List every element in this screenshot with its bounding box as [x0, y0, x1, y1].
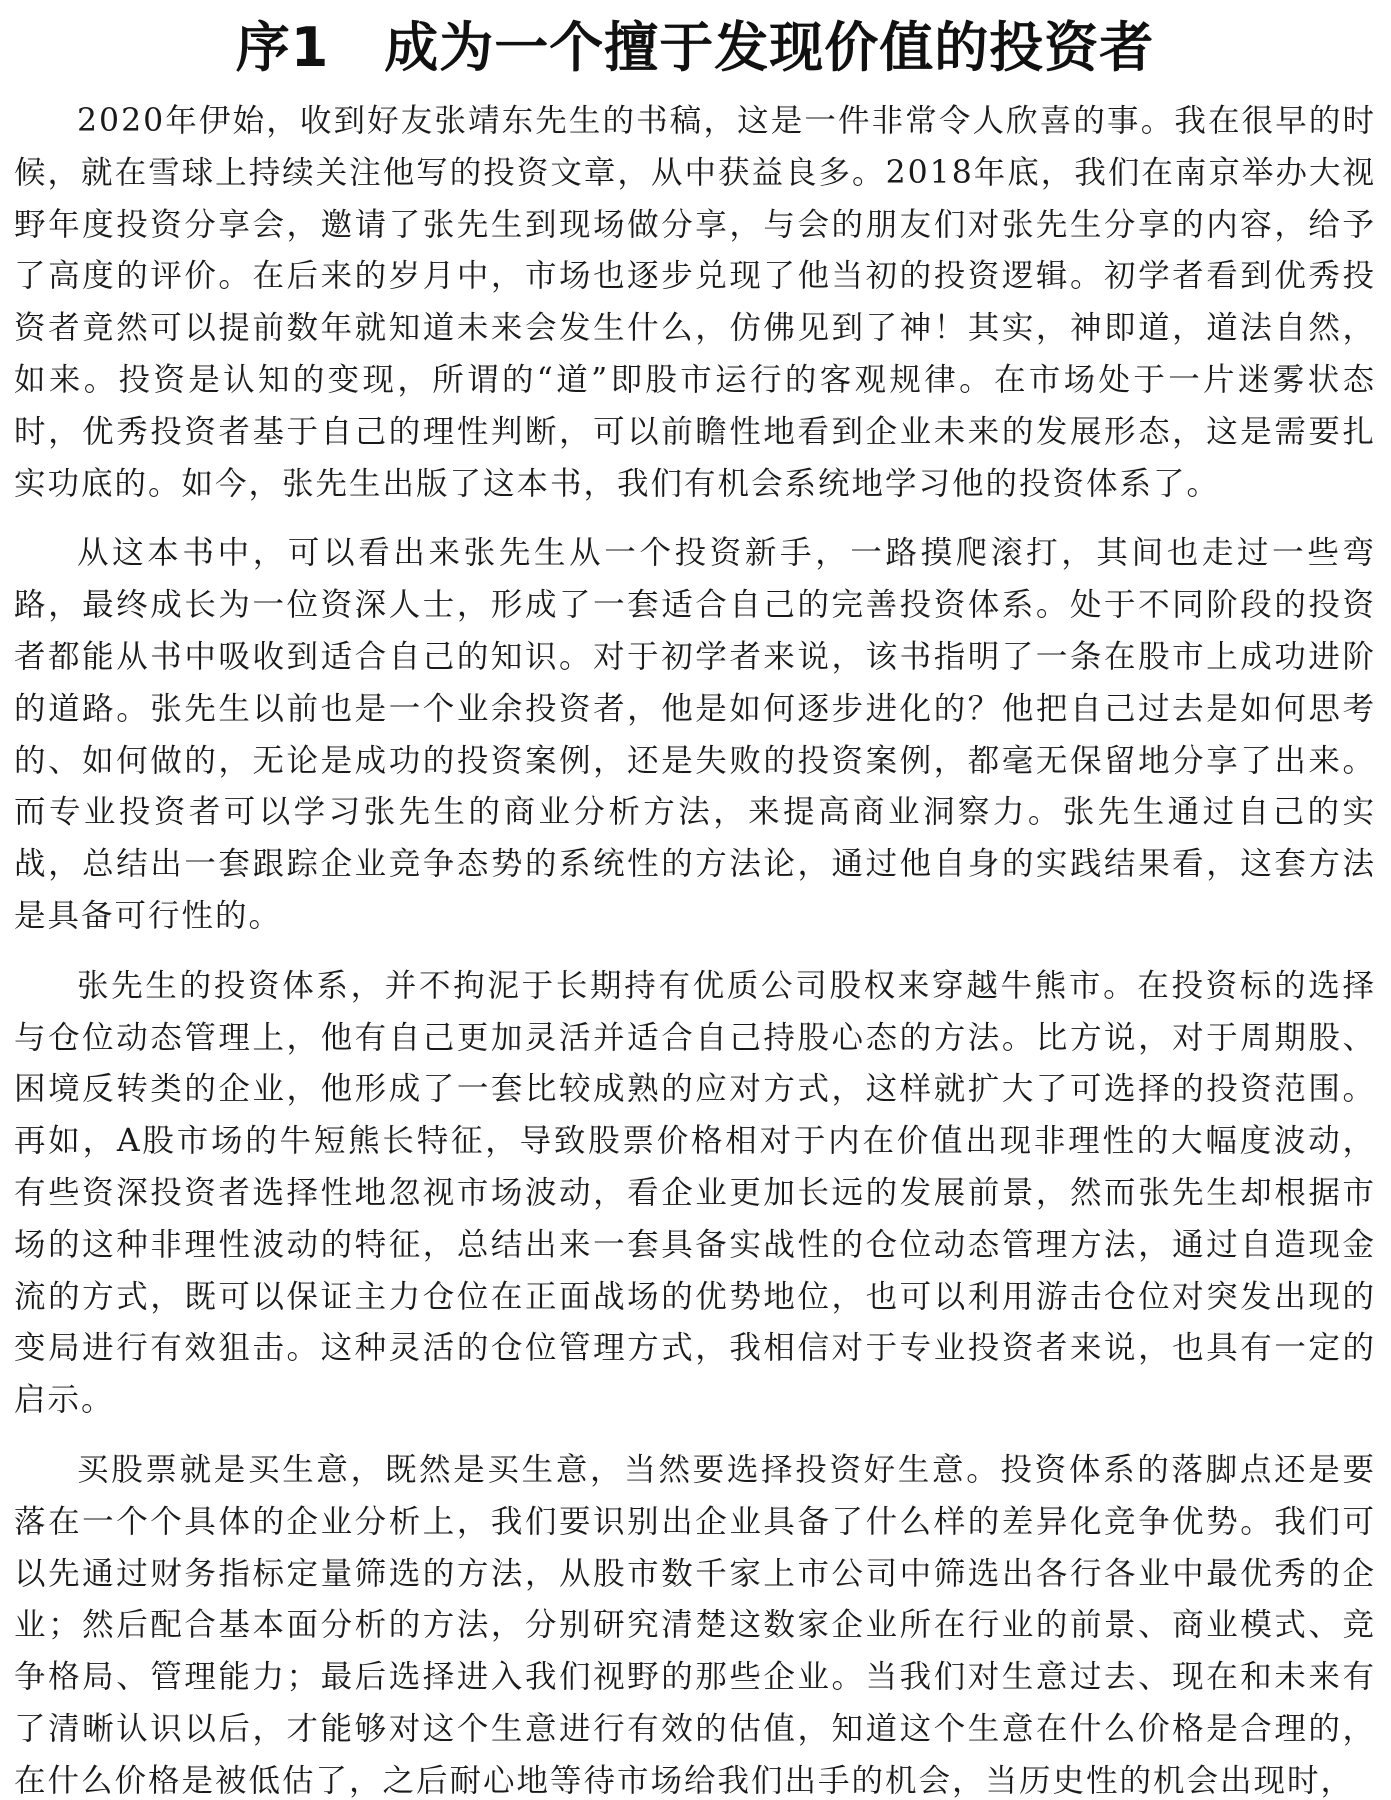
- document-page: [14, 0, 1376, 1800]
- body-text: [14, 96, 1376, 1800]
- paragraph-1: 2020年伊始，收到好友张靖东先生的书稿，这是一件非常令人欣喜的事。我在很早的时候，就在雪球上持续关注他写的投资文章，从中获益良多。2018年底，我们在南京举办大视野年度投资分享会，邀请了张先生到现场做分享，与会的朋友们对张先生分享的内容，给予了高度的评价。在后来的岁月中，市场也逐步兑现了他当初的投资逻辑。初学者看到优秀投资者竟然可以提前数年就知道未来会发生什么，仿佛见到了神！其实，神即道，道法自然，如来。投资是认知的变现，所谓的“道”即股市运行的客观规律。在市场处于一片迷雾状态时，优秀投资者基于自己的理性判断，可以前瞻性地看到企业未来的发展形态，这是需要扎实功底的。如今，张先生出版了这本书，我们有机会系统地学习他的投资体系了。: [14, 103, 1376, 502]
- paragraph-2: 从这本书中，可以看出来张先生从一个投资新手，一路摸爬滚打，其间也走过一些弯路，最终成长为一位资深人士，形成了一套适合自己的完善投资体系。处于不同阶段的投资者都能从书中吸收到适合自己的知识。对于初学者来说，该书指明了一条在股市上成功进阶的道路。张先生以前也是一个业余投资者，他是如何逐步进化的？他把自己过去是如何思考的、如何做的，无论是成功的投资案例，还是失败的投资案例，都毫无保留地分享了出来。而专业投资者可以学习张先生的商业分析方法，来提高商业洞察力。张先生通过自己的实战，总结出一套跟踪企业竞争态势的系统性的方法论，通过他自身的实践结果看，这套方法是具备可行性的。: [14, 535, 1376, 934]
- paragraph-3: 张先生的投资体系，并不拘泥于长期持有优质公司股权来穿越牛熊市。在投资标的选择与仓位动态管理上，他有自己更加灵活并适合自己持股心态的方法。比方说，对于周期股、困境反转类的企业，他形成了一套比较成熟的应对方式，这样就扩大了可选择的投资范围。再如，A股市场的牛短熊长特征，导致股票价格相对于内在价值出现非理性的大幅度波动，有些资深投资者选择性地忽视市场波动，看企业更加长远的发展前景，然而张先生却根据市场的这种非理性波动的特征，总结出来一套具备实战性的仓位动态管理方法，通过自造现金流的方式，既可以保证主力仓位在正面战场的优势地位，也可以利用游击仓位对突发出现的变局进行有效狙击。这种灵活的仓位管理方式，我相信对于专业投资者来说，也具有一定的启示。: [14, 967, 1376, 1419]
- paragraph-4: 买股票就是买生意，既然是买生意，当然要选择投资好生意。投资体系的落脚点还是要落在一个个具体的企业分析上，我们要识别出企业具备了什么样的差异化竞争优势。我们可以先通过财务指标定量筛选的方法，从股市数千家上市公司中筛选出各行各业中最优秀的企业；然后配合基本面分析的方法，分别研究清楚这数家企业所在行业的前景、商业模式、竞争格局、管理能力；最后选择进入我们视野的那些企业。当我们对生意过去、现在和未来有了清晰认识以后，才能够对这个生意进行有效的估值，知道这个生意在什么价格是合理的，在什么价格是被低估了，之后耐心地等待市场给我们出手的机会，当历史性的机会出现时，: [14, 1451, 1376, 1799]
- page-title: 序1 成为一个擅于发现价值的投资者: [235, 16, 1155, 79]
